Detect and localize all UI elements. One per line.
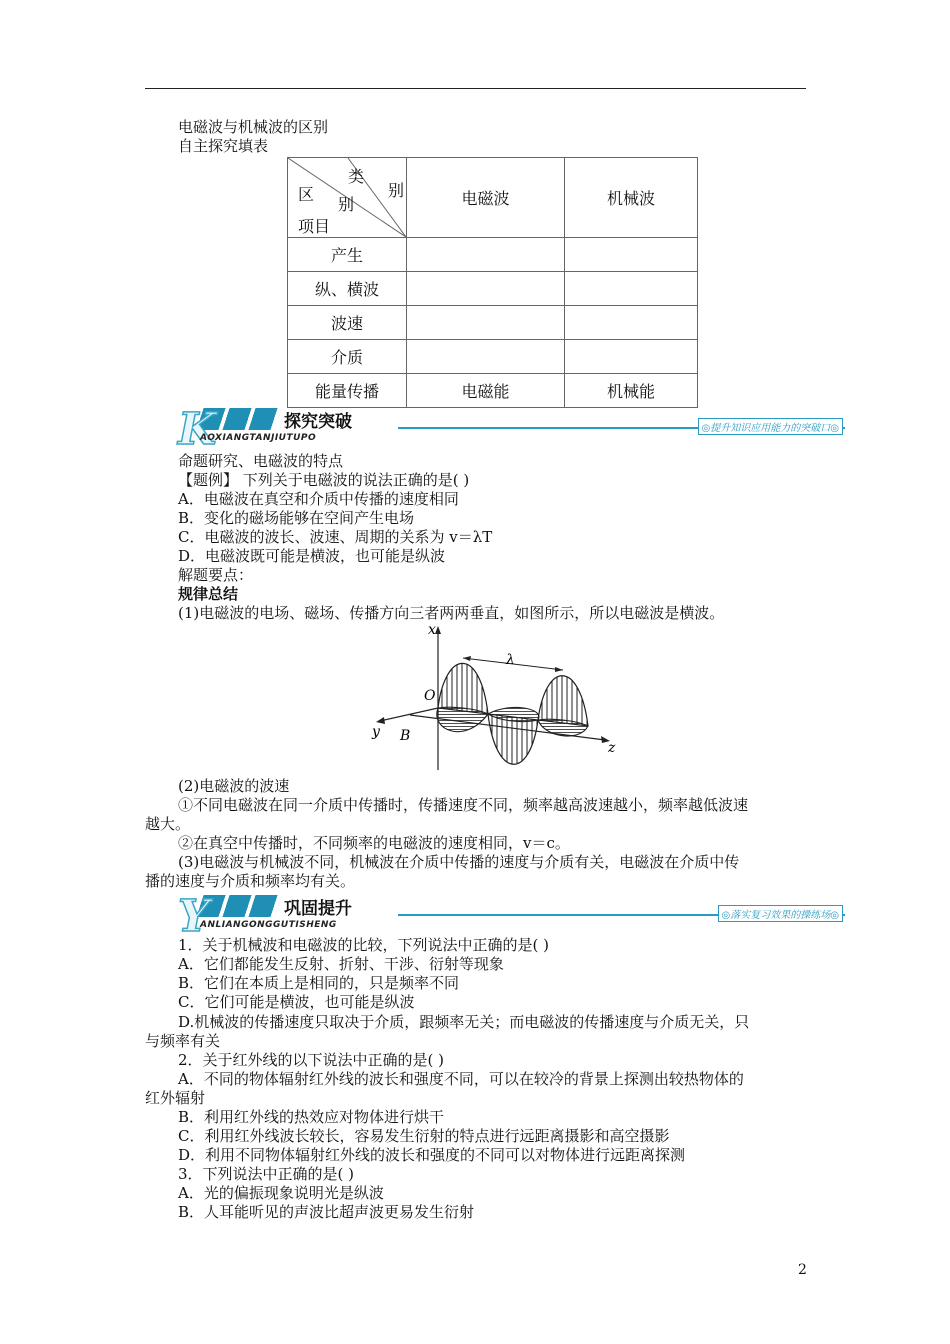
question-3-option-a: A．光的偏振现象说明光是纵波 bbox=[178, 1184, 384, 1202]
diagonal-header-cell bbox=[288, 158, 407, 238]
question-2-option-b: B．利用红外线的热效应对物体进行烘干 bbox=[178, 1108, 445, 1126]
b-field-label: B bbox=[400, 728, 411, 744]
row-label: 介质 bbox=[288, 340, 407, 374]
wavelength-label: λ bbox=[506, 652, 515, 668]
question-1-option-c: C．它们可能是横波，也可能是纵波 bbox=[178, 993, 415, 1011]
row-label: 能量传播 bbox=[288, 374, 407, 408]
row-label: 波速 bbox=[288, 306, 407, 340]
paragraph-4: ②在真空中传播时，不同频率的电磁波的速度相同，v＝c。 bbox=[178, 834, 570, 852]
summary-title: 规律总结 bbox=[178, 585, 239, 603]
banner-title: 巩固提升 bbox=[284, 899, 352, 919]
axis-label-z: z bbox=[608, 740, 616, 756]
question-2-option-a: A．不同的物体辐射红外线的波长和强度不同，可以在较冷的背景上探测出较热物体的 bbox=[178, 1070, 744, 1088]
section-banner-consolidate bbox=[178, 891, 845, 942]
em-wave-figure bbox=[370, 620, 630, 780]
table-header-row bbox=[288, 158, 698, 238]
paragraph-3b: 越大。 bbox=[145, 815, 191, 833]
question-3: 3．下列说法中正确的是( ) bbox=[178, 1165, 355, 1183]
table-cell bbox=[564, 238, 697, 272]
banner-pinyin: AOXIANGTANJIUTUPO bbox=[200, 433, 317, 443]
diag-label-top-right: 别 bbox=[388, 181, 405, 200]
question-2: 2．关于红外线的以下说法中正确的是( ) bbox=[178, 1051, 445, 1069]
column-header-em: 电磁波 bbox=[407, 158, 565, 238]
question-1: 1．关于机械波和电磁波的比较，下列说法中正确的是( ) bbox=[178, 936, 550, 954]
example-question: 【题例】 下列关于电磁波的说法正确的是( ) bbox=[178, 471, 470, 489]
comparison-table bbox=[287, 157, 698, 408]
row-label: 产生 bbox=[288, 238, 407, 272]
solution-label: 解题要点： bbox=[178, 566, 254, 584]
page-number: 2 bbox=[798, 1262, 807, 1278]
paragraph-2: (2)电磁波的波速 bbox=[178, 777, 290, 795]
topic-line: 命题研究、电磁波的特点 bbox=[178, 452, 344, 470]
section-title: 电磁波与机械波的区别 bbox=[178, 118, 329, 136]
diag-label-top: 类 bbox=[348, 167, 365, 186]
banner-letter: Y bbox=[178, 891, 210, 942]
table-row bbox=[288, 306, 698, 340]
table-cell: 电磁能 bbox=[407, 374, 565, 408]
question-1-option-b: B．它们在本质上是相同的，只是频率不同 bbox=[178, 974, 460, 992]
question-1-option-d-cont: 与频率有关 bbox=[145, 1032, 221, 1050]
table-row bbox=[288, 238, 698, 272]
table-row bbox=[288, 272, 698, 306]
table-cell: 机械能 bbox=[564, 374, 697, 408]
table-cell bbox=[564, 306, 697, 340]
paragraph-5a: (3)电磁波与机械波不同，机械波在介质中传播的速度与介质有关，电磁波在介质中传 bbox=[178, 853, 740, 871]
question-2-option-d: D．利用不同物体辐射红外线的波长和强度的不同可以对物体进行远距离探测 bbox=[178, 1146, 686, 1164]
question-1-option-d: D.机械波的传播速度只取决于介质，跟频率无关；而电磁波的传播速度与介质无关，只 bbox=[178, 1013, 750, 1031]
table-row bbox=[288, 340, 698, 374]
header-rule bbox=[145, 88, 806, 89]
question-1-option-a: A．它们都能发生反射、折射、干涉、衍射等现象 bbox=[178, 955, 504, 973]
table-cell bbox=[407, 272, 565, 306]
question-2-option-c: C．利用红外线波长较长，容易发生衍射的特点进行远距离摄影和高空摄影 bbox=[178, 1127, 670, 1145]
paragraph-1: (1)电磁波的电场、磁场、传播方向三者两两垂直，如图所示，所以电磁波是横波。 bbox=[178, 604, 725, 622]
column-header-mech: 机械波 bbox=[564, 158, 697, 238]
banner-title: 探究突破 bbox=[284, 412, 352, 432]
diag-label-left: 区 bbox=[298, 185, 315, 204]
paragraph-3a: ①不同电磁波在同一介质中传播时，传播速度不同，频率越高波速越小，频率越低波速 bbox=[178, 796, 749, 814]
section-subtitle: 自主探究填表 bbox=[178, 137, 269, 155]
table-cell bbox=[564, 272, 697, 306]
option-a: A．电磁波在真空和介质中传播的速度相同 bbox=[178, 490, 459, 508]
banner-pinyin: ANLIANGONGGUTISHENG bbox=[200, 920, 337, 930]
table-row bbox=[288, 374, 698, 408]
question-2-option-a-cont: 红外辐射 bbox=[145, 1089, 206, 1107]
axis-label-y: y bbox=[372, 724, 380, 740]
diag-label-bottom: 项目 bbox=[298, 217, 331, 236]
banner-letter: K bbox=[178, 404, 217, 455]
option-b: B．变化的磁场能够在空间产生电场 bbox=[178, 509, 415, 527]
origin-label: O bbox=[424, 688, 436, 704]
question-3-option-b: B．人耳能听见的声波比超声波更易发生衍射 bbox=[178, 1203, 475, 1221]
option-c: C．电磁波的波长、波速、周期的关系为 v＝λT bbox=[178, 528, 493, 546]
table-cell bbox=[407, 340, 565, 374]
section-banner-explore bbox=[178, 404, 845, 455]
banner-tag: ◎落实复习效果的操练场◎ bbox=[718, 905, 843, 922]
diag-label-mid: 别 bbox=[338, 195, 355, 214]
table-cell bbox=[407, 306, 565, 340]
paragraph-5b: 播的速度与介质和频率均有关。 bbox=[145, 872, 356, 890]
axis-label-x: x bbox=[428, 622, 436, 638]
row-label: 纵、横波 bbox=[288, 272, 407, 306]
table-cell bbox=[564, 340, 697, 374]
banner-tag: ◎提升知识应用能力的突破口◎ bbox=[698, 418, 843, 435]
table-cell bbox=[407, 238, 565, 272]
option-d: D．电磁波既可能是横波，也可能是纵波 bbox=[178, 547, 446, 565]
